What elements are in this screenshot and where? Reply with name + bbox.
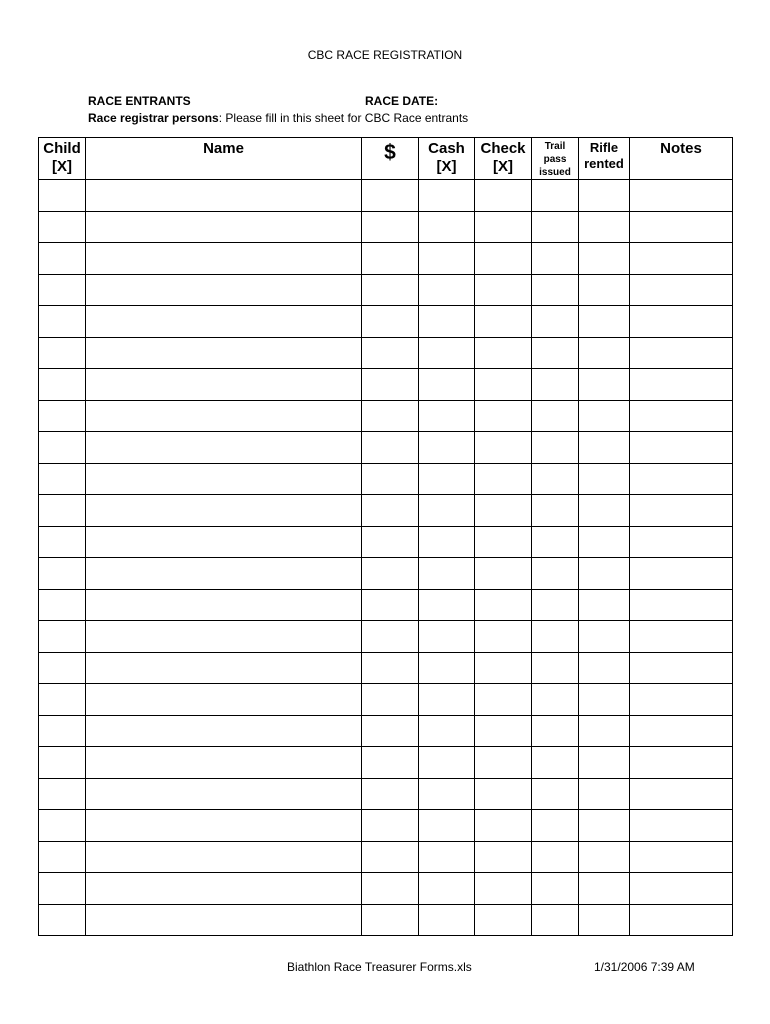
cell-trail-pass[interactable]: [532, 904, 579, 936]
cell-cash[interactable]: [419, 274, 475, 306]
cell-notes[interactable]: [630, 369, 733, 401]
header-notes-line1: Notes: [660, 140, 702, 157]
cell-trail-pass[interactable]: [532, 369, 579, 401]
cell-name[interactable]: [86, 810, 362, 842]
cell-cash[interactable]: [419, 810, 475, 842]
cell-cash[interactable]: [419, 747, 475, 779]
cell-amount[interactable]: [362, 369, 419, 401]
cell-trail-pass[interactable]: [532, 432, 579, 464]
cell-check[interactable]: [475, 558, 532, 590]
cell-cash[interactable]: [419, 621, 475, 653]
cell-child[interactable]: [39, 904, 86, 936]
cell-check[interactable]: [475, 621, 532, 653]
cell-name[interactable]: [86, 589, 362, 621]
cell-cash[interactable]: [419, 589, 475, 621]
cell-rifle[interactable]: [579, 211, 630, 243]
cell-check[interactable]: [475, 274, 532, 306]
cell-cash[interactable]: [419, 400, 475, 432]
cell-trail-pass[interactable]: [532, 589, 579, 621]
cell-trail-pass[interactable]: [532, 306, 579, 338]
cell-notes[interactable]: [630, 810, 733, 842]
cell-notes[interactable]: [630, 873, 733, 905]
cell-check[interactable]: [475, 841, 532, 873]
cell-rifle[interactable]: [579, 274, 630, 306]
cell-trail-pass[interactable]: [532, 274, 579, 306]
cell-rifle[interactable]: [579, 873, 630, 905]
cell-rifle[interactable]: [579, 621, 630, 653]
cell-check[interactable]: [475, 589, 532, 621]
cell-trail-pass[interactable]: [532, 841, 579, 873]
cell-name[interactable]: [86, 841, 362, 873]
cell-amount[interactable]: [362, 684, 419, 716]
header-notes: [630, 138, 733, 180]
cell-trail-pass[interactable]: [532, 526, 579, 558]
cell-amount[interactable]: [362, 495, 419, 527]
table-row: [39, 526, 733, 558]
cell-trail-pass[interactable]: [532, 495, 579, 527]
table-row: [39, 810, 733, 842]
cell-amount[interactable]: [362, 274, 419, 306]
registration-table: [38, 137, 733, 936]
cell-name[interactable]: [86, 369, 362, 401]
cell-check[interactable]: [475, 306, 532, 338]
cell-trail-pass[interactable]: [532, 400, 579, 432]
cell-child[interactable]: [39, 747, 86, 779]
cell-rifle[interactable]: [579, 558, 630, 590]
cell-child[interactable]: [39, 211, 86, 243]
cell-rifle[interactable]: [579, 778, 630, 810]
cell-notes[interactable]: [630, 180, 733, 212]
cell-rifle[interactable]: [579, 715, 630, 747]
header-cash-line2: [X]: [436, 158, 457, 175]
footer-datetime: 1/31/2006 7:39 AM: [594, 960, 695, 974]
cell-notes[interactable]: [630, 211, 733, 243]
cell-name[interactable]: [86, 652, 362, 684]
cell-child[interactable]: [39, 558, 86, 590]
cell-check[interactable]: [475, 432, 532, 464]
cell-trail-pass[interactable]: [532, 337, 579, 369]
cell-notes[interactable]: [630, 747, 733, 779]
registrar-instructions: [88, 111, 468, 125]
header-check: [475, 138, 532, 180]
cell-notes[interactable]: [630, 904, 733, 936]
header-check-line2: [X]: [493, 158, 513, 175]
cell-child[interactable]: [39, 180, 86, 212]
cell-child[interactable]: [39, 715, 86, 747]
table-row: [39, 841, 733, 873]
cell-amount[interactable]: [362, 211, 419, 243]
cell-child[interactable]: [39, 274, 86, 306]
table-row: [39, 904, 733, 936]
cell-name[interactable]: [86, 778, 362, 810]
cell-check[interactable]: [475, 463, 532, 495]
cell-trail-pass[interactable]: [532, 211, 579, 243]
cell-notes[interactable]: [630, 526, 733, 558]
cell-notes[interactable]: [630, 621, 733, 653]
header-child-line1: Child: [43, 140, 81, 157]
cell-child[interactable]: [39, 589, 86, 621]
table-row: [39, 180, 733, 212]
table-row: [39, 621, 733, 653]
cell-rifle[interactable]: [579, 180, 630, 212]
cell-name[interactable]: [86, 274, 362, 306]
cell-amount[interactable]: [362, 652, 419, 684]
cell-cash[interactable]: [419, 904, 475, 936]
cell-check[interactable]: [475, 211, 532, 243]
cell-amount[interactable]: [362, 400, 419, 432]
cell-name[interactable]: [86, 684, 362, 716]
cell-notes[interactable]: [630, 778, 733, 810]
cell-name[interactable]: [86, 463, 362, 495]
cell-name[interactable]: [86, 873, 362, 905]
cell-notes[interactable]: [630, 558, 733, 590]
table-row: [39, 432, 733, 464]
cell-rifle[interactable]: [579, 495, 630, 527]
header-check-line1: Check: [480, 140, 526, 157]
cell-amount[interactable]: [362, 337, 419, 369]
header-amount-line1: $: [384, 141, 396, 164]
cell-child[interactable]: [39, 621, 86, 653]
header-child-line2: [X]: [52, 158, 72, 175]
cell-cash[interactable]: [419, 463, 475, 495]
cell-rifle[interactable]: [579, 841, 630, 873]
header-name-line1: Name: [203, 140, 244, 157]
cell-cash[interactable]: [419, 558, 475, 590]
cell-name[interactable]: [86, 526, 362, 558]
cell-name[interactable]: [86, 243, 362, 275]
cell-rifle[interactable]: [579, 337, 630, 369]
cell-child[interactable]: [39, 495, 86, 527]
cell-rifle[interactable]: [579, 904, 630, 936]
cell-amount[interactable]: [362, 558, 419, 590]
table-header-row: [39, 138, 733, 180]
cell-amount[interactable]: [362, 841, 419, 873]
cell-trail-pass[interactable]: [532, 243, 579, 275]
table-row: [39, 652, 733, 684]
cell-notes[interactable]: [630, 652, 733, 684]
table-body: [39, 180, 733, 936]
cell-cash[interactable]: [419, 778, 475, 810]
cell-name[interactable]: [86, 337, 362, 369]
cell-trail-pass[interactable]: [532, 810, 579, 842]
cell-rifle[interactable]: [579, 652, 630, 684]
cell-rifle[interactable]: [579, 432, 630, 464]
cell-amount[interactable]: [362, 621, 419, 653]
cell-cash[interactable]: [419, 495, 475, 527]
header-cash: [419, 138, 475, 180]
cell-notes[interactable]: [630, 589, 733, 621]
cell-check[interactable]: [475, 873, 532, 905]
cell-cash[interactable]: [419, 306, 475, 338]
cell-rifle[interactable]: [579, 306, 630, 338]
cell-cash[interactable]: [419, 652, 475, 684]
cell-amount[interactable]: [362, 526, 419, 558]
cell-amount[interactable]: [362, 243, 419, 275]
registrar-label: Race registrar persons: [88, 111, 219, 125]
cell-check[interactable]: [475, 526, 532, 558]
cell-cash[interactable]: [419, 432, 475, 464]
cell-name[interactable]: [86, 306, 362, 338]
table-row: [39, 747, 733, 779]
cell-rifle[interactable]: [579, 684, 630, 716]
cell-name[interactable]: [86, 904, 362, 936]
cell-cash[interactable]: [419, 841, 475, 873]
cell-trail-pass[interactable]: [532, 621, 579, 653]
table-row: [39, 684, 733, 716]
cell-child[interactable]: [39, 873, 86, 905]
cell-amount[interactable]: [362, 873, 419, 905]
cell-child[interactable]: [39, 243, 86, 275]
cell-name[interactable]: [86, 747, 362, 779]
cell-check[interactable]: [475, 243, 532, 275]
cell-amount[interactable]: [362, 715, 419, 747]
cell-child[interactable]: [39, 841, 86, 873]
cell-rifle[interactable]: [579, 526, 630, 558]
table-row: [39, 495, 733, 527]
cell-child[interactable]: [39, 810, 86, 842]
table-row: [39, 589, 733, 621]
cell-name[interactable]: [86, 211, 362, 243]
cell-notes[interactable]: [630, 400, 733, 432]
cell-amount[interactable]: [362, 778, 419, 810]
cell-cash[interactable]: [419, 211, 475, 243]
cell-trail-pass[interactable]: [532, 463, 579, 495]
header-cash-line1: Cash: [428, 140, 465, 157]
cell-check[interactable]: [475, 337, 532, 369]
table-row: [39, 463, 733, 495]
cell-name[interactable]: [86, 180, 362, 212]
cell-trail-pass[interactable]: [532, 778, 579, 810]
cell-trail-pass[interactable]: [532, 684, 579, 716]
cell-child[interactable]: [39, 400, 86, 432]
cell-notes[interactable]: [630, 841, 733, 873]
cell-notes[interactable]: [630, 243, 733, 275]
table-row: [39, 558, 733, 590]
cell-cash[interactable]: [419, 684, 475, 716]
cell-name[interactable]: [86, 558, 362, 590]
cell-cash[interactable]: [419, 337, 475, 369]
cell-name[interactable]: [86, 495, 362, 527]
cell-check[interactable]: [475, 810, 532, 842]
cell-cash[interactable]: [419, 243, 475, 275]
cell-amount[interactable]: [362, 589, 419, 621]
cell-rifle[interactable]: [579, 747, 630, 779]
cell-child[interactable]: [39, 684, 86, 716]
cell-notes[interactable]: [630, 715, 733, 747]
cell-cash[interactable]: [419, 873, 475, 905]
header-amount: [362, 138, 419, 180]
header-trail-pass-line2: pass: [543, 154, 567, 165]
page-title: CBC RACE REGISTRATION: [307, 48, 463, 62]
cell-check[interactable]: [475, 684, 532, 716]
cell-child[interactable]: [39, 306, 86, 338]
cell-notes[interactable]: [630, 684, 733, 716]
cell-rifle[interactable]: [579, 810, 630, 842]
cell-rifle[interactable]: [579, 369, 630, 401]
registrar-instruction-text: : Please fill in this sheet for CBC Race entrants: [218, 111, 469, 125]
cell-notes[interactable]: [630, 432, 733, 464]
race-entrants-label: RACE ENTRANTS: [88, 94, 191, 108]
header-name: [86, 138, 362, 180]
cell-rifle[interactable]: [579, 243, 630, 275]
cell-name[interactable]: [86, 715, 362, 747]
cell-name[interactable]: [86, 432, 362, 464]
cell-trail-pass[interactable]: [532, 558, 579, 590]
header-trail-pass: [532, 138, 579, 180]
cell-amount[interactable]: [362, 432, 419, 464]
cell-amount[interactable]: [362, 306, 419, 338]
race-date-label: RACE DATE:: [365, 94, 439, 108]
table-row: [39, 274, 733, 306]
table-row: [39, 211, 733, 243]
cell-child[interactable]: [39, 526, 86, 558]
cell-amount[interactable]: [362, 463, 419, 495]
header-rifle-line2: rented: [584, 156, 624, 171]
cell-amount[interactable]: [362, 904, 419, 936]
table-row: [39, 337, 733, 369]
cell-rifle[interactable]: [579, 400, 630, 432]
header-rifle: [579, 138, 630, 180]
cell-amount[interactable]: [362, 747, 419, 779]
cell-amount[interactable]: [362, 810, 419, 842]
cell-rifle[interactable]: [579, 589, 630, 621]
cell-trail-pass[interactable]: [532, 652, 579, 684]
cell-name[interactable]: [86, 621, 362, 653]
cell-child[interactable]: [39, 432, 86, 464]
cell-cash[interactable]: [419, 715, 475, 747]
cell-trail-pass[interactable]: [532, 747, 579, 779]
cell-child[interactable]: [39, 652, 86, 684]
cell-trail-pass[interactable]: [532, 180, 579, 212]
cell-name[interactable]: [86, 400, 362, 432]
cell-rifle[interactable]: [579, 463, 630, 495]
header-child: [39, 138, 86, 180]
cell-check[interactable]: [475, 400, 532, 432]
cell-trail-pass[interactable]: [532, 715, 579, 747]
table-row: [39, 715, 733, 747]
cell-check[interactable]: [475, 495, 532, 527]
cell-cash[interactable]: [419, 180, 475, 212]
header-rifle-line1: Rifle: [589, 140, 619, 155]
cell-trail-pass[interactable]: [532, 873, 579, 905]
cell-check[interactable]: [475, 747, 532, 779]
table-row: [39, 306, 733, 338]
header-trail-pass-line3: issued: [539, 167, 571, 178]
cell-notes[interactable]: [630, 306, 733, 338]
table-row: [39, 369, 733, 401]
table-row: [39, 778, 733, 810]
cell-check[interactable]: [475, 904, 532, 936]
table-row: [39, 400, 733, 432]
header-trail-pass-line1: Trail: [544, 141, 566, 152]
cell-check[interactable]: [475, 652, 532, 684]
cell-notes[interactable]: [630, 337, 733, 369]
footer-filename: Biathlon Race Treasurer Forms.xls: [287, 960, 472, 974]
cell-child[interactable]: [39, 369, 86, 401]
cell-child[interactable]: [39, 463, 86, 495]
cell-cash[interactable]: [419, 526, 475, 558]
cell-cash[interactable]: [419, 369, 475, 401]
cell-check[interactable]: [475, 778, 532, 810]
cell-notes[interactable]: [630, 274, 733, 306]
table-row: [39, 873, 733, 905]
cell-check[interactable]: [475, 369, 532, 401]
cell-child[interactable]: [39, 337, 86, 369]
cell-notes[interactable]: [630, 463, 733, 495]
table-row: [39, 243, 733, 275]
cell-amount[interactable]: [362, 180, 419, 212]
cell-check[interactable]: [475, 715, 532, 747]
cell-check[interactable]: [475, 180, 532, 212]
cell-notes[interactable]: [630, 495, 733, 527]
cell-child[interactable]: [39, 778, 86, 810]
